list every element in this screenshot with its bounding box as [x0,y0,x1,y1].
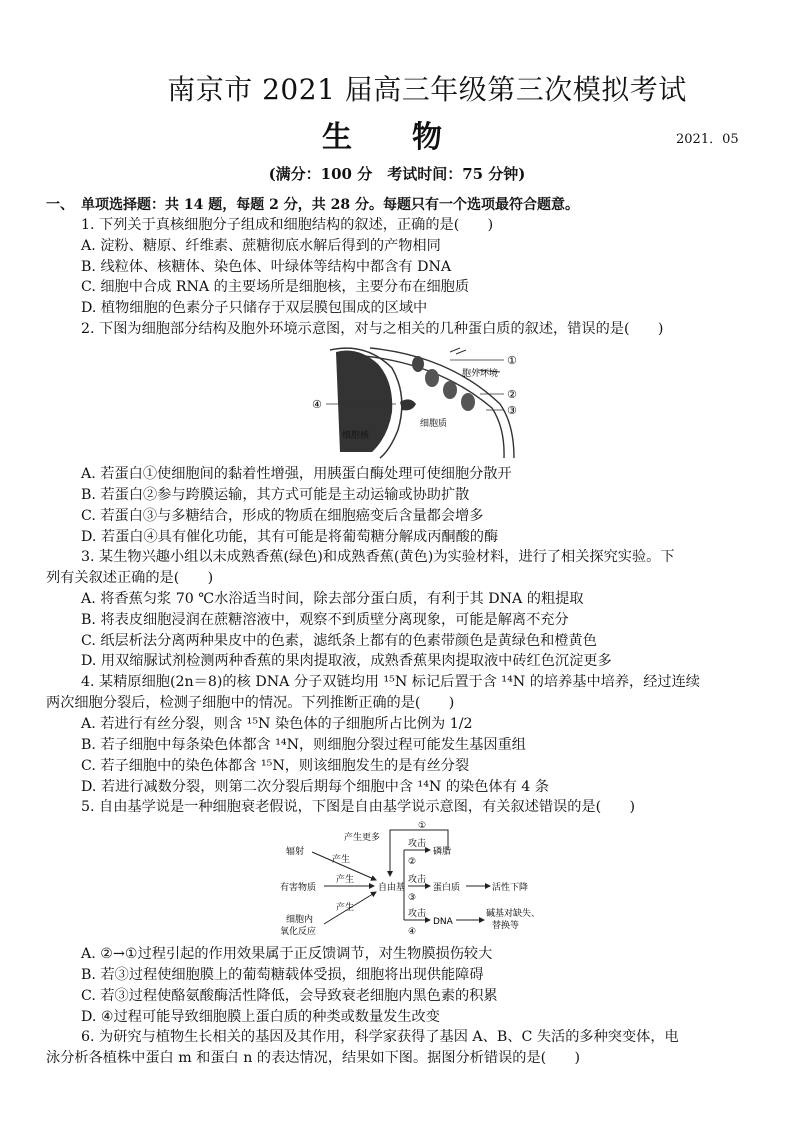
question-5-option-b: B. 若③过程使细胞膜上的葡萄糖载体受损，细胞将出现供能障碍 [81,967,484,983]
question-2-stem: 2. 下图为细胞部分结构及胞外环境示意图，对与之相关的几种蛋白质的叙述，错误的是( ) [81,321,664,337]
label-nucleus: 细胞核 [342,431,370,441]
protein-3 [461,393,475,411]
question-1-option-d: D. 植物细胞的色素分子只储存于双层膜包围成的区域中 [81,300,428,316]
label-cytoplasm: 细胞质 [420,419,448,429]
harmful-label: 有害物质 [280,883,317,893]
question-5-option-d: D. ④过程可能导致细胞膜上蛋白质的种类或数量发生改变 [81,1009,440,1025]
question-6-stem: 6. 为研究与植物生长相关的基因及其作用，科学家获得了基因 A、B、C 失活的多种突变体，电 [81,1029,679,1045]
exam-title: 南京市 2021 届高三年级第三次模拟考试 [167,73,687,106]
question-1-option-c: C. 细胞中合成 RNA 的主要场所是细胞核，主要分布在细胞质 [81,279,470,295]
free-radical-diagram [280,820,570,942]
question-2-option-d: D. 若蛋白④具有催化功能，其有可能是将葡萄糖分解成丙酮酸的酶 [81,529,499,545]
base-label-2: 替换等 [492,921,520,931]
question-1-option-b: B. 线粒体、核糖体、染色体、叶绿体等结构中都含有 DNA [81,259,452,275]
question-1-option-a: A. 淀粉、糖原、纤维素、蔗糖彻底水解后得到的产物相同 [81,238,441,254]
circle-3: ③ [408,893,417,903]
attack-label-3: 攻击 [408,909,427,919]
oxidation-label-2: 氧化反应 [280,927,317,937]
question-4-stem: 4. 某精原细胞(2n＝8)的核 DNA 分子双链均用 ¹⁵N 标记后置于含 ¹⁴N 的培养基中培养，经过连续 [81,674,700,690]
label-2: ② [507,388,517,401]
circle-4: ④ [408,927,417,937]
subject-title: 生物 [322,120,502,155]
question-3-option-b: B. 将表皮细胞浸润在蔗糖溶液中，观察不到质壁分离现象，可能是解离不充分 [81,612,569,628]
circle-2: ② [408,857,417,867]
question-4-option-c: C. 若子细胞中的染色体都含 ¹⁵N，则该细胞发生的是有丝分裂 [81,758,470,774]
question-5-option-c: C. 若③过程使酪氨酸酶活性降低，会导致衰老细胞内黑色素的积累 [81,988,498,1004]
protein-1 [412,356,424,372]
phospholipid-label: 磷脂 [433,847,452,857]
exam-meta: (满分：100 分 考试时间：75 分钟) [268,165,526,183]
question-1-stem: 1. 下列关于真核细胞分子组成和细胞结构的叙述，正确的是( ) [81,217,494,233]
attack-label-1: 攻击 [408,839,427,849]
label-4: ④ [312,398,322,411]
question-2-option-c: C. 若蛋白③与多糖结合，形成的物质在细胞癌变后含量都会增多 [81,508,484,524]
produce-label-3: 产生 [336,903,355,913]
produce-more-label: 产生更多 [344,833,381,843]
question-2-option-a: A. 若蛋白①使细胞间的黏着性增强，用胰蛋白酶处理可使细胞分散开 [81,466,512,482]
base-label-1: 碱基对缺失、 [486,909,541,919]
question-4-option-a: A. 若进行有丝分裂，则含 ¹⁵N 染色体的子细胞所占比例为 1/2 [81,716,473,732]
question-2-option-b: B. 若蛋白②参与跨膜运输，其方式可能是主动运输或协助扩散 [81,487,470,503]
attack-label-2: 攻击 [408,875,427,885]
section-heading: 一、 单项选择题：共 14 题，每题 2 分，共 28 分。每题只有一个选项最符合题意。 [46,197,579,213]
protein-label: 蛋白质 [433,883,461,893]
produce-label-2: 产生 [336,875,355,885]
question-5-option-a: A. ②→①过程引起的作用效果属于正反馈调节，对生物膜损伤较大 [81,946,493,962]
activity-down-label: 活性下降 [492,883,529,893]
radiation-label: 辐射 [286,847,305,857]
protein-2 [425,369,439,387]
label-3: ③ [507,404,517,417]
oxidation-label-1: 细胞内 [286,915,314,925]
question-4-option-b: B. 若子细胞中每条染色体都含 ¹⁴N，则细胞分裂过程可能发生基因重组 [81,737,526,753]
free-radical-node: 自由基 [378,883,406,893]
label-outside: 胞外环境 [462,369,499,379]
question-5-stem: 5. 自由基学说是一种细胞衰老假说，下图是自由基学说示意图，有关叙述错误的是( ) [81,799,636,815]
question-3-option-d: D. 用双缩脲试剂检测两种香蕉的果肉提取液，成熟香蕉果肉提取液中砖红色沉淀更多 [81,653,612,669]
question-6-stem-cont: 泳分析各植株中蛋白 m 和蛋白 n 的表达情况，结果如下图。据图分析错误的是( ) [46,1050,581,1066]
cell-structure-figure [300,342,530,460]
dna-label: DNA [433,917,453,927]
question-3-option-c: C. 纸层析法分离两种果皮中的色素，滤纸条上都有的色素带颜色是黄绿色和橙黄色 [81,633,597,649]
question-4-stem-cont: 两次细胞分裂后，检测子细胞中的情况。下列推断正确的是( ) [46,695,455,711]
produce-label-1: 产生 [332,855,351,865]
label-1: ① [507,354,517,367]
question-3-stem-cont: 列有关叙述正确的是( ) [46,570,214,586]
exam-date: 2021．05 [676,132,739,147]
circle-1: ① [418,821,427,831]
question-3-option-a: A. 将香蕉匀浆 70 ℃水浴适当时间，除去部分蛋白质，有利于其 DNA 的粗提取 [81,591,584,607]
question-3-stem: 3. 某生物兴趣小组以未成熟香蕉(绿色)和成熟香蕉(黄色)为实验材料，进行了相关探究实验。下 [81,549,675,565]
protein-4 [400,399,416,410]
question-4-option-d: D. 若进行减数分裂，则第二次分裂后期每个细胞中含 ¹⁴N 的染色体有 4 条 [81,779,549,795]
